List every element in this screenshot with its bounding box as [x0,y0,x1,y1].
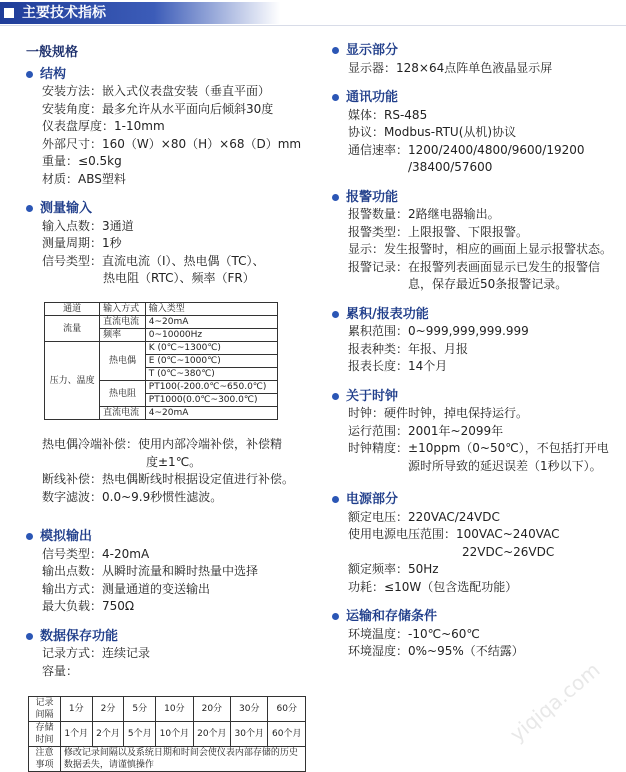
table-cell: 1分 [60,697,92,722]
table-header-cell: 注意事项 [29,747,61,772]
spec-row: 额定频率： 50Hz [348,562,439,576]
input-type-table [44,302,278,420]
report-section-title: 累积/报表功能 [332,306,624,324]
analog-list [26,546,306,616]
table-cell: 60分 [268,697,306,722]
bullet-icon [332,194,339,201]
table-row [45,316,278,329]
storage-capacity-table [28,696,306,772]
table-header-cell: 通道 [45,303,100,316]
spec-row: 输出点数： 从瞬时流量和瞬时热量中选择 [42,564,259,578]
bullet-icon [332,613,339,620]
spec-row: 显示器： 128×64点阵单色液晶显示屏 [348,60,553,75]
spec-row: 报警数量： 2路继电器输出。 [348,207,500,221]
table-cell: 1个月 [60,722,92,747]
storage-list [26,645,306,680]
table-cell: 2分 [92,697,124,722]
spec-row: 媒体： RS-485 [348,107,428,122]
table-note-cell: 修改记录间隔以及系统日期和时间会使仪表内部存储的历史数据丢失，请谨慎操作 [60,747,305,772]
spec-row: 输出方式： 测量通道的变送输出 [42,581,211,596]
clock-precision-continued: 源时所导致的延迟误差（1秒以下）。 [408,458,602,473]
table-cell: 60个月 [268,722,306,747]
table-cell: 20个月 [193,722,230,747]
spec-row: 报警记录： 在报警列表画面显示已发生的报警信 [348,259,601,274]
spec-row: 最大负载： 750Ω [42,599,135,613]
watermark: yiqiqa.com [505,657,605,747]
spec-row: 信号类型： 直流电流（I）、热电偶（TC）、 [42,253,265,268]
bullet-icon [332,496,339,503]
rate-continued: /38400/57600 [408,160,493,174]
alarm-section-title: 报警功能 [332,189,624,207]
bullet-icon [332,393,339,400]
table-cell: 20分 [193,697,230,722]
clock-list [332,405,624,475]
report-list [332,323,624,376]
alarm-record-continued: 息，保存最近50条报警记录。 [408,277,568,291]
table-header-cell: 输入类型 [145,303,277,316]
section-header-bar [0,2,280,24]
table-cell: PT1000(0.0℃~300.0℃) [145,394,277,407]
spec-row: 时钟精度： ±10ppm（0~50℃），不包括打开电 [348,441,609,455]
bullet-icon [332,94,339,101]
table-row [29,697,306,722]
table-row [45,342,278,355]
table-cell: 压力、温度 [45,342,100,420]
table-cell: 流量 [45,316,100,342]
table-cell: 直流电流 [100,407,146,420]
general-spec-title: 一般规格 [26,45,79,60]
comm-section-title: 通讯功能 [332,89,624,107]
spec-row: 数字滤波： 0.0~9.9秒惯性滤波。 [42,489,223,504]
spec-row: 报表长度： 14个月 [348,359,448,373]
table-cell: PT100(-200.0℃~650.0℃) [145,381,277,394]
spec-row: 断线补偿： 热电偶断线时根据设定值进行补偿。 [42,472,295,486]
display-section-title: 显示部分 [332,42,624,60]
header-square-icon [4,8,14,18]
spec-row: 环境温度： -10℃~60℃ [348,626,480,641]
spec-row: 功耗： ≤10W（包含选配功能） [348,579,518,594]
table-header-cell: 输入方式 [100,303,146,316]
table-header-cell: 记录间隔 [29,697,61,722]
table-cell: 直流电流 [100,316,146,329]
table-cell: 30个月 [231,722,268,747]
table-cell: 10分 [156,697,193,722]
spec-row: 测量周期： 1秒 [42,236,122,250]
spec-row: 信号类型： 4-20mA [42,546,150,561]
spec-row: 容量： [42,663,79,678]
comm-list [332,107,624,177]
spec-row: 通信速率： 1200/2400/4800/9600/19200 [348,142,585,157]
spec-row: 重量： ≤0.5kg [42,154,122,168]
spec-row: 累积范围： 0~999,999,999.999 [348,324,529,338]
spec-row: 仪表盘厚度： 1-10mm [42,119,165,133]
table-cell: 热电偶 [100,342,146,381]
measure-after-list [42,436,312,506]
spec-row: 安装方法： 嵌入式仪表盘安装（垂直平面） [42,84,271,98]
measure-section-title: 测量输入 [26,200,306,218]
power-section-title: 电源部分 [332,491,624,509]
bullet-icon [26,633,33,640]
table-row [29,722,306,747]
display-list [332,60,624,78]
bullet-icon [26,205,33,212]
bullet-icon [332,47,339,54]
signal-type-continued: 热电阻（RTC）、频率（FR） [103,271,255,285]
table-cell: 30分 [231,697,268,722]
storage-section-title: 数据保存功能 [26,628,306,646]
spec-row: 安装角度： 最多允许从水平面向后倾斜30度 [42,101,274,116]
table-cell: 5个月 [124,722,156,747]
table-header-row [45,303,278,316]
bullet-icon [332,311,339,318]
spec-row: 报警类型： 上限报警、下限报警。 [348,224,529,239]
table-cell: 4~20mA [145,407,277,420]
table-cell: T (0℃~380℃) [145,368,277,381]
bullet-icon [26,71,33,78]
spec-row: 输入点数： 3通道 [42,218,134,233]
table-cell: 10个月 [156,722,193,747]
table-cell: 2个月 [92,722,124,747]
table-cell: 频率 [100,329,146,342]
clock-section-title: 关于时钟 [332,388,624,406]
analog-section [26,528,306,680]
header-title: 主要技术指标 [22,5,106,21]
power-range-continued: 22VDC~26VDC [462,544,555,559]
header-divider [0,25,626,26]
spec-row: 额定电压： 220VAC/24VDC [348,509,500,524]
spec-row: 显示： 发生报警时，相应的画面上显示报警状态。 [348,242,613,256]
structure-section-title: 结构 [26,66,306,84]
table-cell: E (0℃~1000℃) [145,355,277,368]
cjc-continued: 度±1℃。 [146,454,202,469]
spec-row: 材质： ABS塑料 [42,171,126,186]
table-header-cell: 存储时间 [29,722,61,747]
structure-list [26,83,306,188]
bullet-icon [26,533,33,540]
alarm-list [332,206,624,294]
analog-section-title: 模拟输出 [26,528,306,546]
spec-row: 记录方式： 连续记录 [42,646,151,660]
power-list [332,509,624,597]
table-cell: K (0℃~1300℃) [145,342,277,355]
spec-row: 协议： Modbus-RTU(从机)协议 [348,125,517,139]
transport-list [332,626,624,661]
transport-section-title: 运输和存储条件 [332,608,624,626]
spec-row: 报表种类： 年报、月报 [348,341,469,356]
spec-row: 热电偶冷端补偿： 使用内部冷端补偿，补偿精 [42,437,283,451]
spec-row: 时钟： 硬件时钟，掉电保持运行。 [348,406,529,420]
measure-list [26,218,306,288]
table-cell: 4~20mA [145,316,277,329]
left-column [26,44,306,288]
table-cell: 5分 [124,697,156,722]
table-cell: 0~10000Hz [145,329,277,342]
table-cell: 热电阻 [100,381,146,407]
spec-row: 运行范围： 2001年~2099年 [348,423,504,438]
spec-row: 环境湿度： 0%~95%（不结露） [348,644,524,658]
right-column [332,42,624,661]
spec-row: 外部尺寸： 160（W）×80（H）×68（D）mm [42,136,302,151]
spec-row: 使用电源电压范围： 100VAC~240VAC [348,527,560,541]
